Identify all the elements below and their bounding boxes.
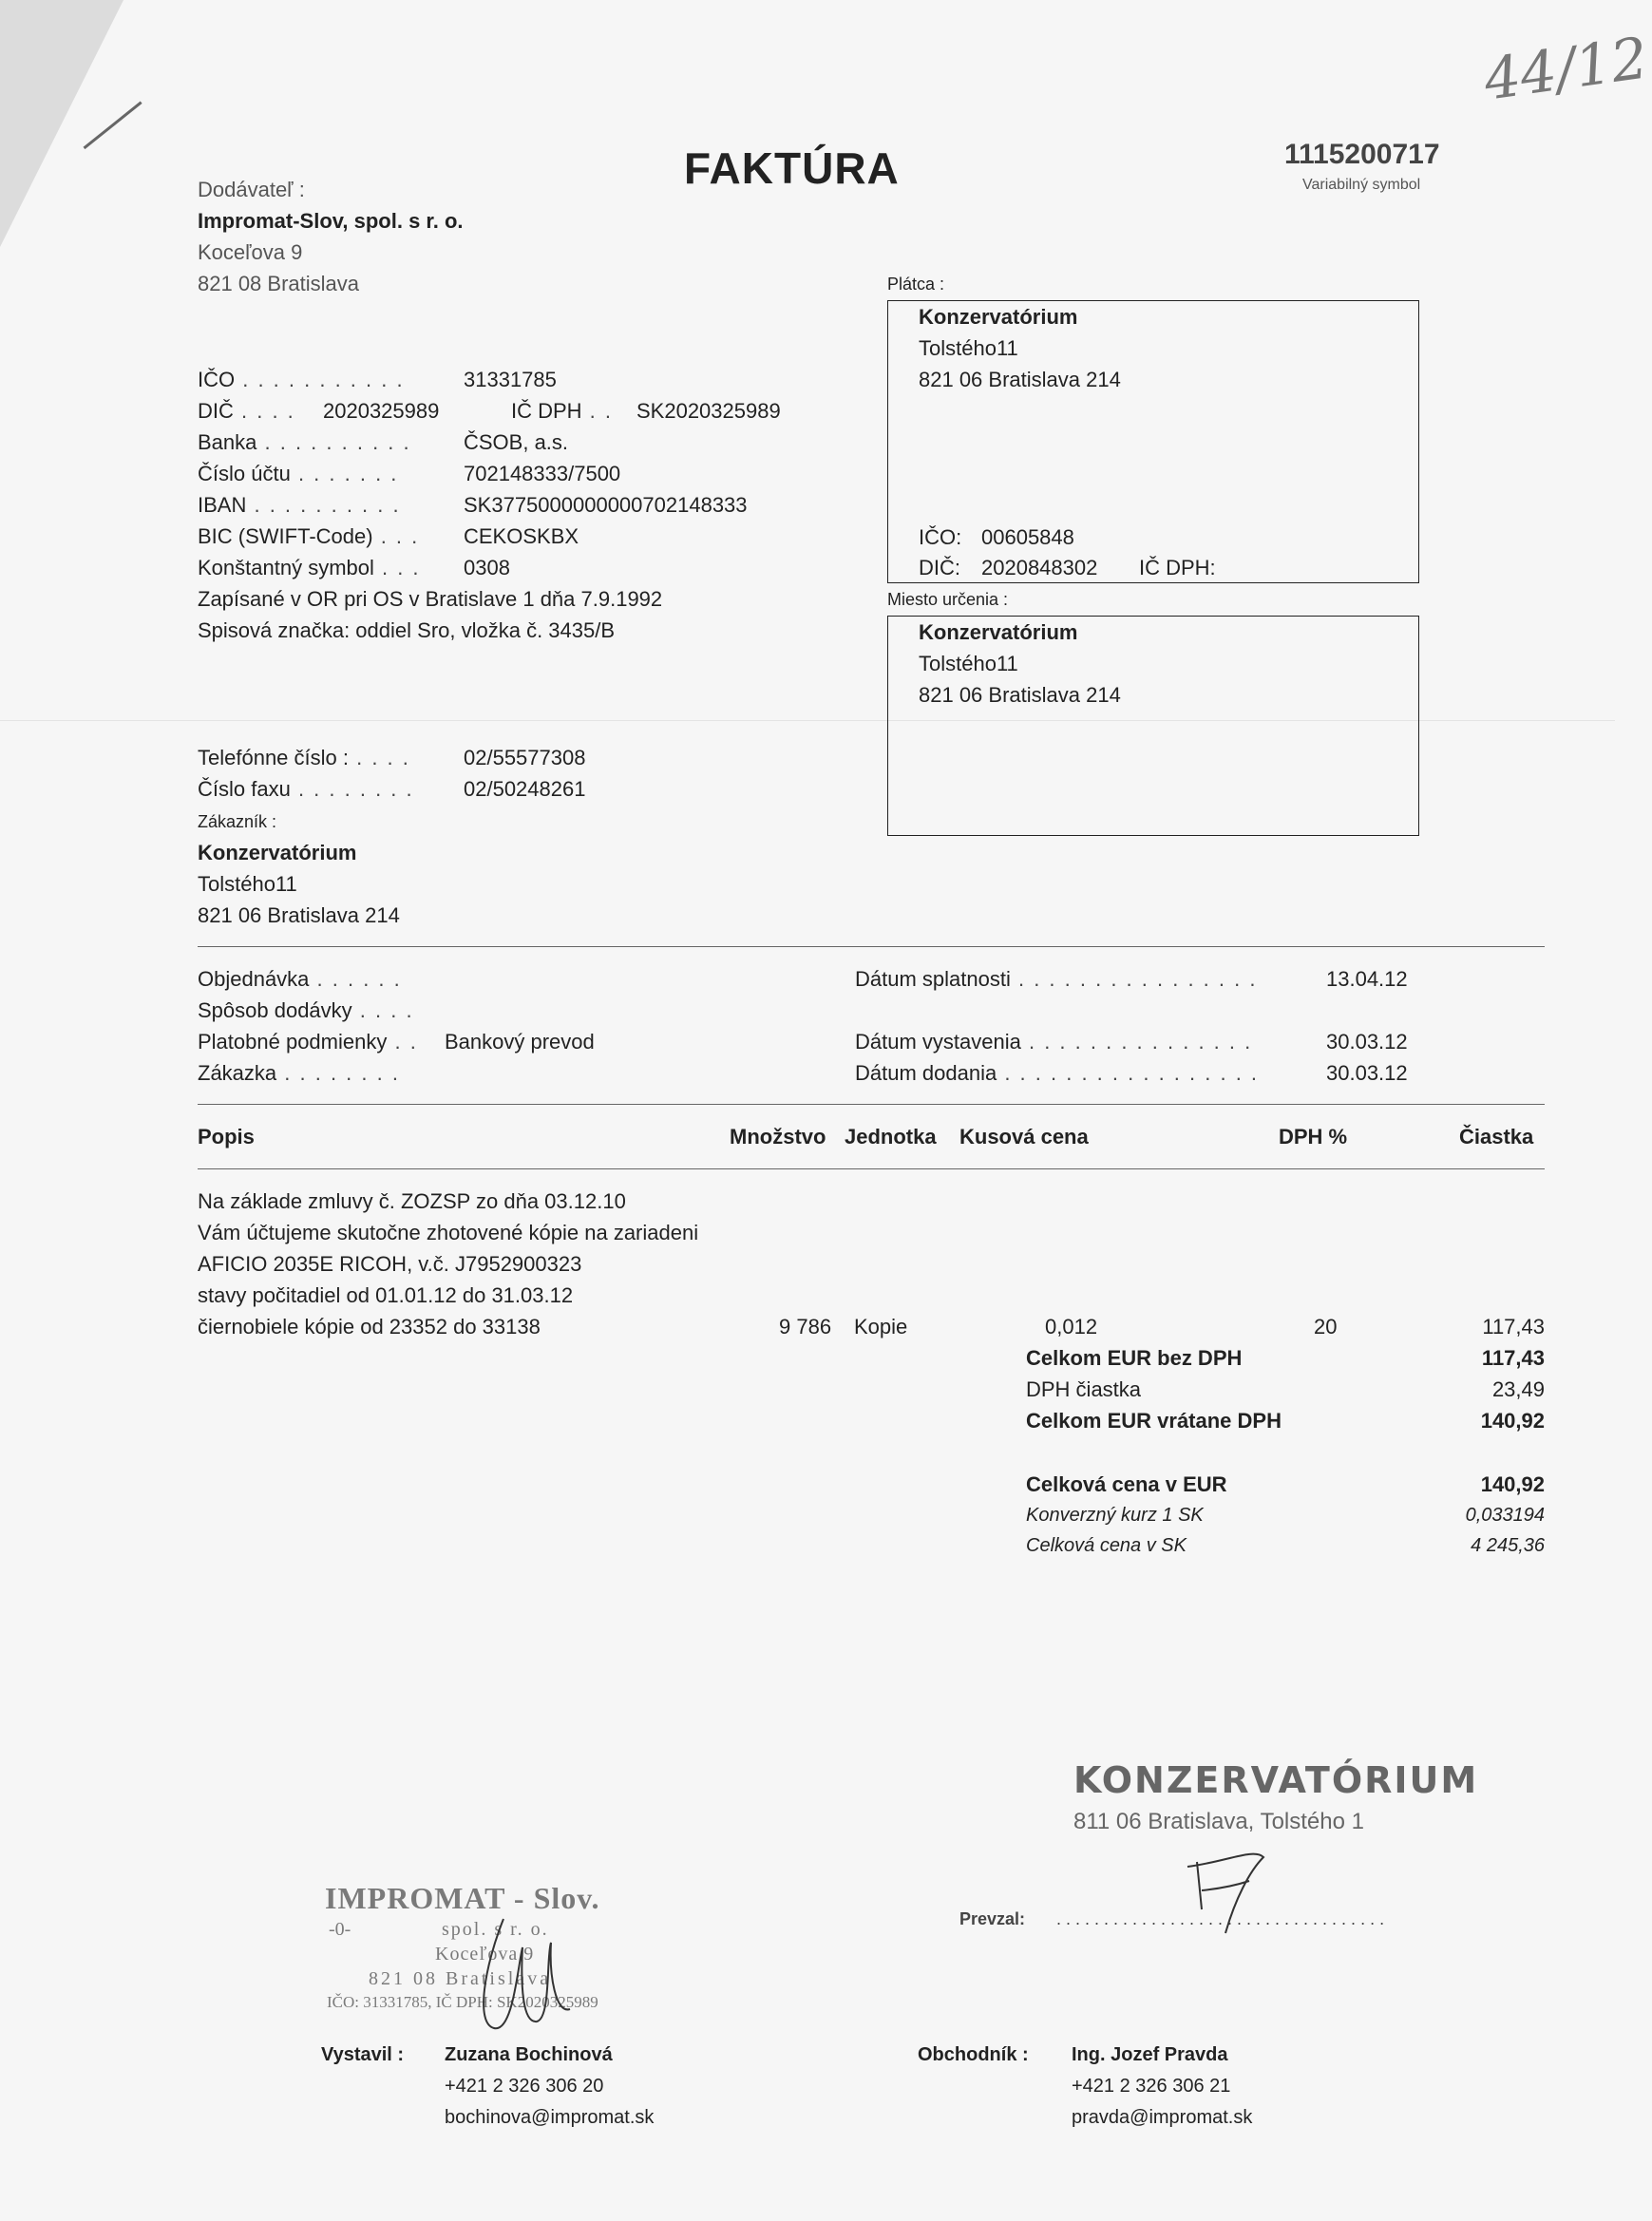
customer-label: Zákazník : <box>198 812 277 831</box>
col-header-unit: Jednotka <box>845 1125 937 1148</box>
supplier-stamp-line5: IČO: 31331785, IČ DPH: SK2020325989 <box>327 1993 598 2011</box>
separator-table-header <box>198 1168 1545 1169</box>
payer-icdph-label: IČ DPH: <box>1139 556 1216 579</box>
col-header-unit-price: Kusová cena <box>959 1125 1089 1148</box>
total-net-label: Celkom EUR bez DPH <box>1026 1346 1243 1370</box>
page-corner-shadow <box>0 0 123 247</box>
total-gross-label: Celkom EUR vrátane DPH <box>1026 1409 1282 1433</box>
total-net-value: 117,43 <box>1481 1346 1545 1370</box>
delivery-date-label: Dátum dodania <box>855 1061 997 1085</box>
salesman-email: pravda@impromat.sk <box>1072 2107 1253 2128</box>
iban-dots: . . . . . . . . . . <box>246 493 401 517</box>
dic-label: DIČ <box>198 399 234 423</box>
payer-street: Tolstého11 <box>919 336 1018 360</box>
table-row-unit-price: 0,012 <box>1045 1315 1098 1338</box>
payment-terms-value: Bankový prevod <box>445 1030 595 1054</box>
ico-dots: . . . . . . . . . . . <box>235 368 405 391</box>
supplier-name: Impromat-Slov, spol. s r. o. <box>198 209 464 233</box>
supplier-bic-value: CEKOSKBX <box>464 524 579 548</box>
account-label: Číslo účtu <box>198 462 291 485</box>
payment-terms-label: Platobné podmienky <box>198 1030 388 1054</box>
table-row-description-line: Na základe zmluvy č. ZOZSP zo dňa 03.12.10 <box>198 1189 626 1213</box>
phone-label: Telefónne číslo : <box>198 746 349 769</box>
table-row-quantity: 9 786 <box>779 1315 832 1338</box>
supplier-stamp-line1: IMPROMAT - Slov. <box>325 1881 600 1915</box>
destination-label: Miesto určenia : <box>887 590 1009 609</box>
supplier-bank-row <box>198 427 411 458</box>
col-header-amount: Čiastka <box>1459 1125 1534 1148</box>
issue-date-dots: . . . . . . . . . . . . . . . <box>1020 1030 1253 1054</box>
bank-label: Banka <box>198 430 257 454</box>
document-title: FAKTÚRA <box>684 143 900 193</box>
total-sk-value: 4 245,36 <box>1471 1535 1545 1556</box>
delivery-date-row <box>855 1057 1259 1089</box>
supplier-iban-value: SK3775000000000702148333 <box>464 493 748 517</box>
payer-ico-label: IČO: <box>919 525 962 549</box>
issue-date-value: 30.03.12 <box>1326 1030 1408 1054</box>
supplier-phone-value: 02/55577308 <box>464 746 586 769</box>
supplier-label: Dodávateľ : <box>198 178 305 201</box>
destination-name: Konzervatórium <box>919 620 1078 644</box>
vat-amount-label: DPH čiastka <box>1026 1377 1142 1401</box>
supplier-stamp-line4: 821 08 Bratislava <box>369 1968 552 1989</box>
payer-name: Konzervatórium <box>919 305 1078 329</box>
total-sk-label: Celková cena v SK <box>1026 1535 1187 1556</box>
vat-amount-value: 23,49 <box>1491 1377 1545 1401</box>
col-header-vat: DPH % <box>1279 1125 1348 1148</box>
order-label: Objednávka <box>198 967 310 991</box>
destination-box <box>887 616 1419 836</box>
salesman-name: Ing. Jozef Pravda <box>1072 2044 1228 2065</box>
supplier-register-1: Zapísané v OR pri OS v Bratislave 1 dňa 7.9.1992 <box>198 587 663 611</box>
dic-dots: . . . . <box>233 399 295 423</box>
delivery-date-value: 30.03.12 <box>1326 1061 1408 1085</box>
contract-label: Zákazka <box>198 1061 277 1085</box>
supplier-fax-row <box>198 773 414 805</box>
delivery-date-dots: . . . . . . . . . . . . . . . . . <box>997 1061 1260 1085</box>
salesman-label: Obchodník : <box>918 2044 1029 2065</box>
payer-dic-label: DIČ: <box>919 556 960 579</box>
contract-row <box>198 1057 400 1089</box>
supplier-account-row <box>198 458 398 489</box>
customer-city: 821 06 Bratislava 214 <box>198 903 400 927</box>
handwritten-note-text: 44/12 <box>1479 25 1652 114</box>
issue-date-label: Dátum vystavenia <box>855 1030 1021 1054</box>
order-row <box>198 963 402 995</box>
col-header-description: Popis <box>198 1125 255 1148</box>
payer-ico-value: 00605848 <box>981 525 1074 549</box>
bic-label: BIC (SWIFT-Code) <box>198 524 373 548</box>
supplier-bank-value: ČSOB, a.s. <box>464 430 569 454</box>
separator-table-top <box>198 1104 1545 1105</box>
variable-symbol-value: 1115200717 <box>1284 139 1440 170</box>
received-label: Prevzal: <box>959 1909 1026 1928</box>
supplier-fax-value: 02/50248261 <box>464 777 586 801</box>
variable-symbol-label: Variabilný symbol <box>1302 177 1421 193</box>
total-price-label: Celková cena v EUR <box>1026 1472 1227 1496</box>
bank-dots: . . . . . . . . . . <box>256 430 411 454</box>
salesman-phone: +421 2 326 306 21 <box>1072 2076 1231 2097</box>
payment-terms-dots: . . <box>387 1030 418 1054</box>
issuer-phone: +421 2 326 306 20 <box>445 2076 604 2097</box>
payer-label: Plátca : <box>887 275 945 294</box>
issuer-signature <box>465 1909 589 2042</box>
table-row-description-line: čiernobiele kópie od 23352 do 33138 <box>198 1315 541 1338</box>
supplier-register-2: Spisová značka: oddiel Sro, vložka č. 3435/B <box>198 618 616 642</box>
supplier-city: 821 08 Bratislava <box>198 272 359 295</box>
supplier-street: Koceľova 9 <box>198 240 303 264</box>
order-dots: . . . . . . <box>309 967 402 991</box>
supplier-stamp-line3: Koceľova 9 <box>435 1944 535 1965</box>
total-gross-value: 140,92 <box>1480 1409 1545 1433</box>
icdph-label: IČ DPH <box>511 399 582 423</box>
supplier-const-value: 0308 <box>464 556 510 579</box>
col-header-quantity: Množstvo <box>730 1125 826 1148</box>
account-dots: . . . . . . . <box>290 462 399 485</box>
payer-city: 821 06 Bratislava 214 <box>919 368 1121 391</box>
payer-dic-value: 2020848302 <box>981 556 1098 579</box>
handwritten-note <box>1480 25 1652 113</box>
fax-label: Číslo faxu <box>198 777 291 801</box>
supplier-stamp-line2: spol. s r. o. <box>442 1919 549 1940</box>
destination-city: 821 06 Bratislava 214 <box>919 683 1121 707</box>
conversion-rate-label: Konverzný kurz 1 SK <box>1026 1505 1204 1526</box>
supplier-dic-value: 2020325989 <box>323 399 440 423</box>
supplier-ico-value: 31331785 <box>464 368 557 391</box>
issue-date-row <box>855 1026 1252 1057</box>
destination-street: Tolstého11 <box>919 652 1018 675</box>
bic-dots: . . . <box>372 524 420 548</box>
supplier-icdph-value: SK2020325989 <box>636 399 781 423</box>
customer-stamp-name: KONZERVATÓRIUM <box>1073 1759 1479 1801</box>
const-label: Konštantný symbol <box>198 556 374 579</box>
customer-stamp-address: 811 06 Bratislava, Tolstého 1 <box>1073 1809 1364 1834</box>
supplier-account-value: 702148333/7500 <box>464 462 621 485</box>
contract-dots: . . . . . . . . <box>276 1061 400 1085</box>
due-date-value: 13.04.12 <box>1326 967 1408 991</box>
delivery-method-row <box>198 995 414 1026</box>
table-row-vat: 20 <box>1314 1315 1338 1338</box>
supplier-bic-row <box>198 521 419 552</box>
iban-label: IBAN <box>198 493 247 517</box>
due-date-row <box>855 963 1257 995</box>
table-row-amount: 117,43 <box>1482 1315 1545 1338</box>
separator-top <box>198 946 1545 947</box>
supplier-iban-row <box>198 489 401 521</box>
phone-dots: . . . . <box>348 746 410 769</box>
issuer-label: Vystavil : <box>321 2044 405 2065</box>
payment-terms-row <box>198 1026 418 1057</box>
table-row-unit: Kopie <box>854 1315 908 1338</box>
delivery-method-label: Spôsob dodávky <box>198 998 352 1022</box>
supplier-phone-row <box>198 742 410 773</box>
ico-label: IČO <box>198 368 236 391</box>
payer-box <box>887 300 1419 583</box>
const-dots: . . . <box>373 556 421 579</box>
table-row-description-line: stavy počitadiel od 01.01.12 do 31.03.12 <box>198 1283 574 1307</box>
received-signature <box>1168 1843 1292 1938</box>
customer-street: Tolstého11 <box>198 872 297 896</box>
delivery-method-dots: . . . . <box>351 998 414 1022</box>
issuer-name: Zuzana Bochinová <box>445 2044 613 2065</box>
customer-name: Konzervatórium <box>198 841 357 864</box>
table-row-description-line: Vám účtujeme skutočne zhotovené kópie na zariadeni <box>198 1221 699 1244</box>
supplier-ico-row <box>198 364 405 395</box>
supplier-stamp-line2-left: -0- <box>329 1919 351 1940</box>
supplier-icdph-row <box>511 395 613 427</box>
total-price-value: 140,92 <box>1480 1472 1545 1496</box>
due-date-dots: . . . . . . . . . . . . . . . . <box>1010 967 1258 991</box>
issuer-email: bochinova@impromat.sk <box>445 2107 655 2128</box>
conversion-rate-value: 0,033194 <box>1465 1505 1545 1526</box>
table-row-description-line: AFICIO 2035E RICOH, v.č. J7952900323 <box>198 1252 582 1276</box>
due-date-label: Dátum splatnosti <box>855 967 1011 991</box>
supplier-const-row <box>198 552 421 583</box>
icdph-dots: . . <box>581 399 614 423</box>
received-dots: . . . . . . . . . . . . . . . . . . . . . . . . . . . . . . . . . . . <box>1056 1909 1385 1928</box>
fax-dots: . . . . . . . . <box>290 777 414 801</box>
supplier-dic-row <box>198 395 295 427</box>
